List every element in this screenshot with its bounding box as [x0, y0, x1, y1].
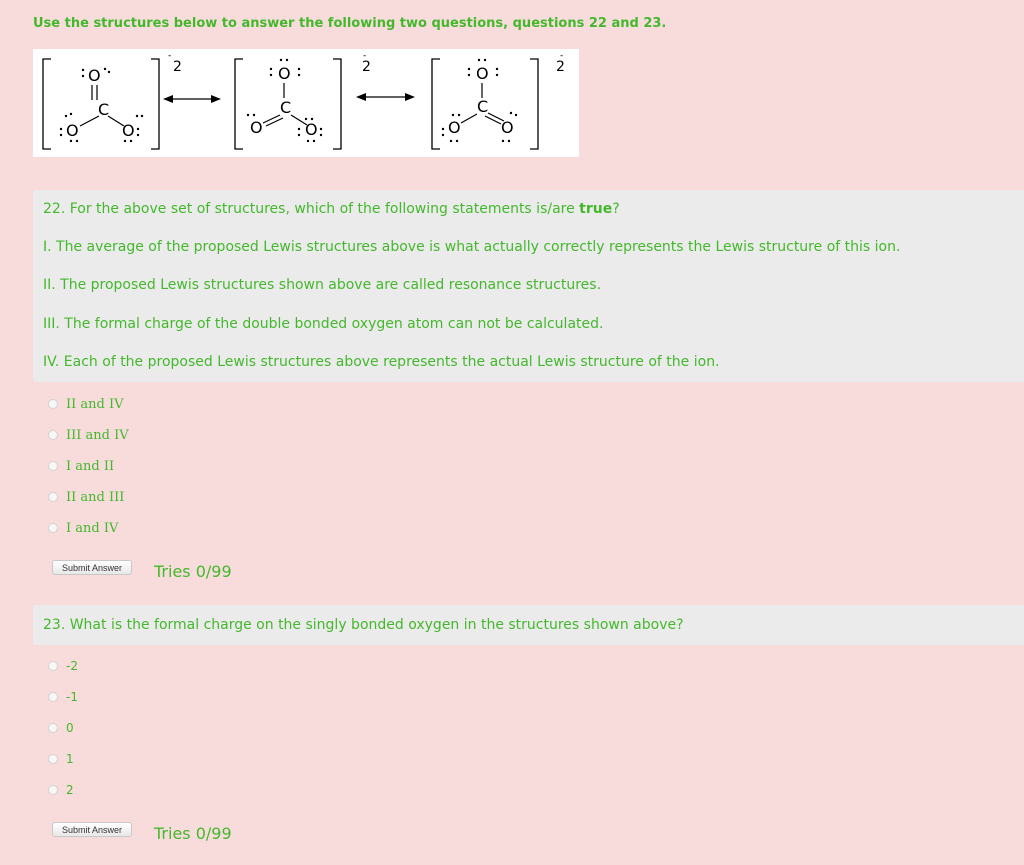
option-label: -2	[66, 659, 78, 673]
resonance-structures-image	[33, 49, 579, 157]
atom-o-left-1: O	[66, 121, 79, 140]
radio-button[interactable]	[48, 523, 58, 533]
lewis-structure-3	[432, 51, 565, 149]
option-label: I and IV	[66, 520, 119, 536]
q22-option-2[interactable]	[48, 427, 129, 443]
svg-text:-: -	[168, 51, 172, 61]
question-22-prompt: 22. For the above set of structures, which of the following statements is/are true?	[43, 201, 620, 217]
radio-button[interactable]	[48, 754, 58, 764]
option-label: 2	[66, 783, 74, 797]
radio-button[interactable]	[48, 723, 58, 733]
option-label: 1	[66, 752, 74, 766]
option-label: 0	[66, 721, 74, 735]
statement-ii: II. The proposed Lewis structures shown above are called resonance structures.	[43, 277, 602, 293]
resonance-arrow-1	[163, 95, 221, 103]
atom-o-top-3: O	[476, 64, 489, 83]
option-label: I and II	[66, 458, 115, 474]
radio-button[interactable]	[48, 430, 58, 440]
q23-option-3[interactable]	[48, 720, 74, 736]
option-label: III and IV	[66, 427, 129, 443]
atom-c-1: C	[98, 100, 110, 119]
charge-label-3: 2	[556, 59, 565, 75]
atom-c-2: C	[280, 98, 292, 117]
atom-o-top-1: O	[88, 66, 101, 85]
q23-option-4[interactable]	[48, 751, 74, 767]
charge-label-1: 2	[173, 59, 182, 75]
atom-o-top-2: O	[278, 64, 291, 83]
lewis-structure-2	[235, 51, 371, 149]
option-label: II and III	[66, 489, 125, 505]
statement-iv: IV. Each of the proposed Lewis structures above represents the actual Lewis structure of the ion.	[43, 354, 720, 370]
q23-tries-counter: Tries 0/99	[154, 824, 232, 843]
svg-text:-: -	[363, 51, 367, 61]
svg-text:-: -	[560, 51, 564, 61]
radio-button[interactable]	[48, 692, 58, 702]
q22-option-1[interactable]	[48, 396, 124, 412]
q22-tries-counter: Tries 0/99	[154, 562, 232, 581]
q22-option-5[interactable]	[48, 520, 118, 536]
q22-option-3[interactable]	[48, 458, 114, 474]
lewis-structure-1	[43, 51, 182, 149]
statement-i: I. The average of the proposed Lewis structures above is what actually correctly represents the Lewis structure of this ion.	[43, 239, 901, 255]
charge-label-2: 2	[362, 59, 371, 75]
radio-button[interactable]	[48, 492, 58, 502]
atom-o-right-1: O	[122, 121, 135, 140]
option-label: II and IV	[66, 396, 124, 412]
radio-button[interactable]	[48, 461, 58, 471]
question-22-box	[33, 190, 1024, 382]
option-label: -1	[66, 690, 78, 704]
intro-heading: Use the structures below to answer the following two questions, questions 22 and 23.	[33, 16, 667, 31]
radio-button[interactable]	[48, 785, 58, 795]
question-22-emphasis: true	[579, 201, 613, 217]
atom-o-left-2: O	[250, 118, 263, 137]
question-23-box	[33, 605, 1024, 645]
atom-c-3: C	[477, 97, 489, 116]
q23-option-2[interactable]	[48, 689, 78, 705]
atom-o-right-2: O	[305, 120, 318, 139]
q23-option-1[interactable]	[48, 658, 78, 674]
radio-button[interactable]	[48, 399, 58, 409]
q23-submit-button[interactable]: Submit Answer	[52, 822, 132, 837]
question-23-prompt: 23. What is the formal charge on the singly bonded oxygen in the structures shown above?	[43, 617, 684, 633]
lewis-structures-diagram	[33, 49, 579, 157]
q23-option-5[interactable]	[48, 782, 74, 798]
atom-o-left-3: O	[448, 118, 461, 137]
statement-iii: III. The formal charge of the double bonded oxygen atom can not be calculated.	[43, 316, 604, 332]
resonance-arrow-2	[356, 93, 415, 101]
atom-o-right-3: O	[501, 118, 514, 137]
q22-submit-button[interactable]: Submit Answer	[52, 560, 132, 575]
q22-option-4[interactable]	[48, 489, 124, 505]
radio-button[interactable]	[48, 661, 58, 671]
